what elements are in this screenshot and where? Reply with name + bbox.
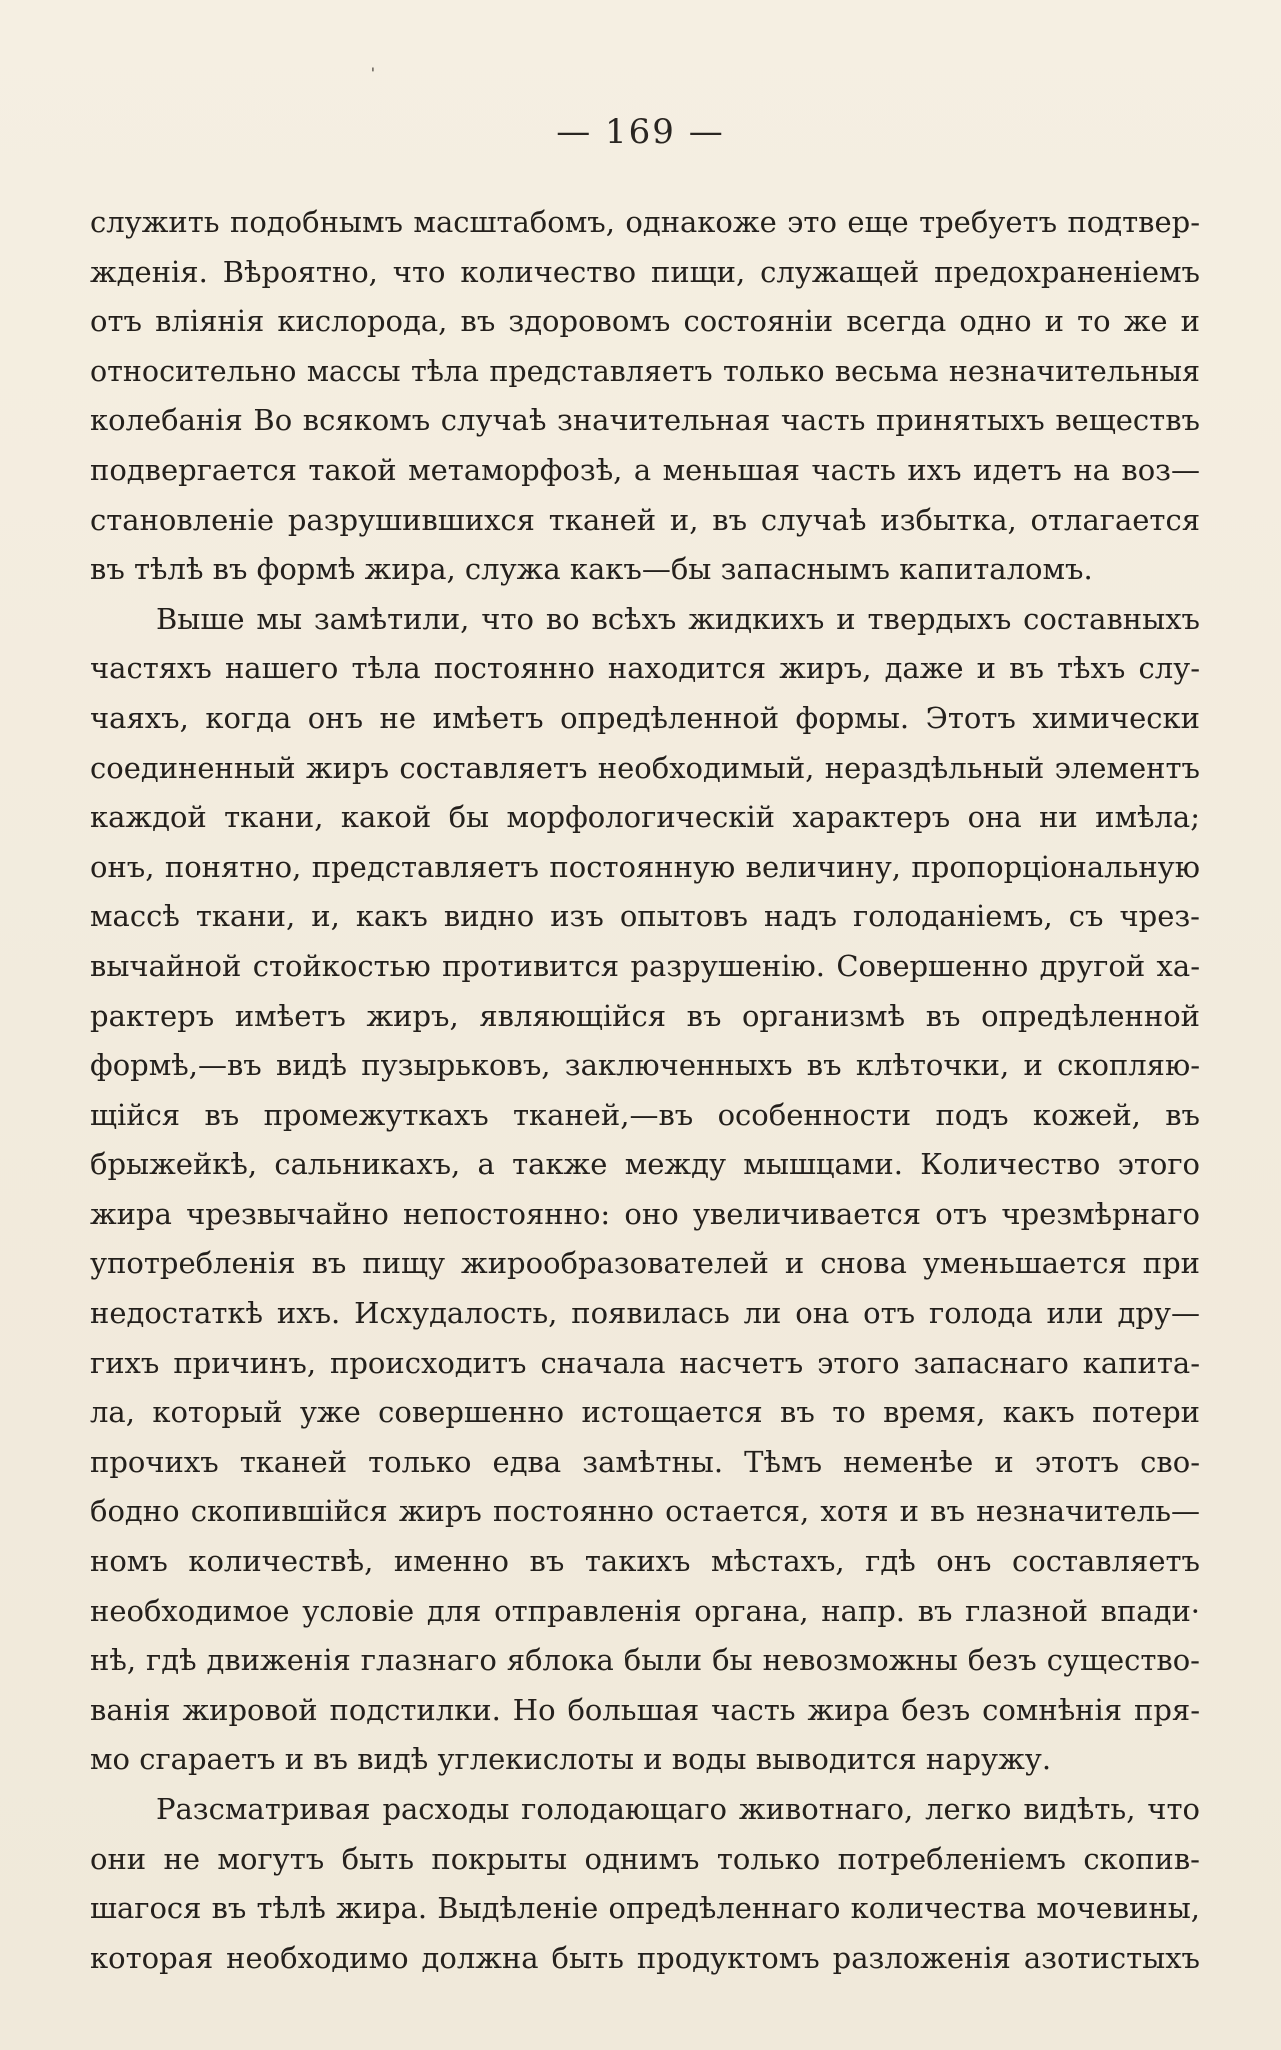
text-line: номъ количествѣ, именно въ такихъ мѣстахъ, гдѣ онъ составляетъ bbox=[90, 1544, 1200, 1579]
text-line: формѣ,—въ видѣ пузырьковъ, заключенныхъ въ клѣточки, и скопляю- bbox=[90, 1048, 1200, 1083]
paragraph-3 bbox=[90, 1785, 1200, 1983]
body-text bbox=[90, 198, 1200, 1983]
text-line: соединенный жиръ составляетъ необходимый, нераздѣльный элементъ bbox=[90, 750, 1200, 785]
text-line: частяхъ нашего тѣла постоянно находится жиръ, даже и въ тѣхъ слу- bbox=[90, 651, 1200, 686]
text-line: въ тѣлѣ въ формѣ жира, служа какъ—бы запаснымъ капиталомъ. bbox=[90, 552, 1093, 587]
text-line: гихъ причинъ, происходитъ сначала насчетъ этого запаснаго капита- bbox=[90, 1345, 1200, 1380]
text-line: употребленія въ пищу жирообразователей и снова уменьшается при bbox=[90, 1246, 1200, 1281]
text-line: подвергается такой метаморфозѣ, а меньшая часть ихъ идетъ на воз— bbox=[90, 452, 1200, 487]
text-line: они не могутъ быть покрыты однимъ только потребленіемъ скопив- bbox=[90, 1841, 1200, 1876]
text-line: рактеръ имѣетъ жиръ, являющійся въ организмѣ въ опредѣленной bbox=[90, 998, 1200, 1033]
paragraph-1 bbox=[90, 198, 1200, 595]
text-line: отъ вліянія кислорода, въ здоровомъ состояніи всегда одно и то же и bbox=[90, 304, 1200, 339]
text-line: относительно массы тѣла представляетъ только весьма незначительныя bbox=[90, 354, 1200, 388]
text-line: нѣ, гдѣ движенія глазнаго яблока были бы невозможны безъ существо- bbox=[90, 1643, 1200, 1678]
paragraph-2 bbox=[90, 595, 1200, 1785]
text-line: онъ, понятно, представляетъ постоянную величину, пропорціональную bbox=[90, 849, 1200, 884]
text-line: вычайной стойкостью противится разрушенію. Совершенно другой ха- bbox=[90, 948, 1200, 983]
text-line: каждой ткани, какой бы морфологическій характеръ она ни имѣла; bbox=[90, 800, 1200, 835]
text-line: щійся въ промежуткахъ тканей,—въ особенности подъ кожей, въ bbox=[90, 1097, 1200, 1132]
text-line: Разсматривая расходы голодающаго животнаго, легко видѣть, что bbox=[156, 1792, 1200, 1826]
ink-speck: ' bbox=[371, 66, 375, 82]
text-line: ла, который уже совершенно истощается въ то время, какъ потери bbox=[90, 1395, 1200, 1430]
text-line: шагося въ тѣлѣ жира. Выдѣленіе опредѣленнаго количества мочевины, bbox=[90, 1891, 1200, 1926]
text-line: бодно скопившійся жиръ постоянно остается, хотя и въ незначитель— bbox=[90, 1494, 1200, 1529]
text-line: массѣ ткани, и, какъ видно изъ опытовъ надъ голоданіемъ, съ чрез- bbox=[90, 899, 1200, 934]
text-line: Выше мы замѣтили, что во всѣхъ жидкихъ и твердыхъ составныхъ bbox=[156, 601, 1200, 636]
text-line: колебанія Во всякомъ случаѣ значительная часть принятыхъ веществъ bbox=[90, 403, 1200, 438]
text-line: чаяхъ, когда онъ не имѣетъ опредѣленной формы. Этотъ химически bbox=[90, 700, 1200, 735]
text-line: прочихъ тканей только едва замѣтны. Тѣмъ неменѣе и этотъ сво- bbox=[90, 1444, 1200, 1479]
page-number: — 169 — bbox=[556, 112, 725, 152]
text-line: ванія жировой подстилки. Но большая часть жира безъ сомнѣнія пря- bbox=[90, 1692, 1200, 1727]
text-line: служить подобнымъ масштабомъ, однакоже это еще требуетъ подтвер- bbox=[90, 205, 1200, 239]
text-line: становленіе разрушившихся тканей и, въ случаѣ избытка, отлагается bbox=[90, 502, 1200, 537]
text-line: жира чрезвычайно непостоянно: оно увеличивается отъ чрезмѣрнаго bbox=[90, 1196, 1200, 1231]
text-line: жденія. Вѣроятно, что количество пищи, служащей предохраненіемъ bbox=[90, 254, 1200, 289]
text-line: мо сгараетъ и въ видѣ углекислоты и воды выводится наружу. bbox=[90, 1742, 1052, 1777]
text-line: брыжейкѣ, сальникахъ, а также между мышцами. Количество этого bbox=[90, 1147, 1200, 1182]
text-line: недостаткѣ ихъ. Исхудалость, появилась ли она отъ голода или дру— bbox=[90, 1296, 1200, 1331]
text-line: необходимое условіе для отправленія органа, напр. въ глазной впади· bbox=[90, 1593, 1200, 1628]
text-line: которая необходимо должна быть продуктомъ разложенія азотистыхъ bbox=[90, 1940, 1200, 1975]
